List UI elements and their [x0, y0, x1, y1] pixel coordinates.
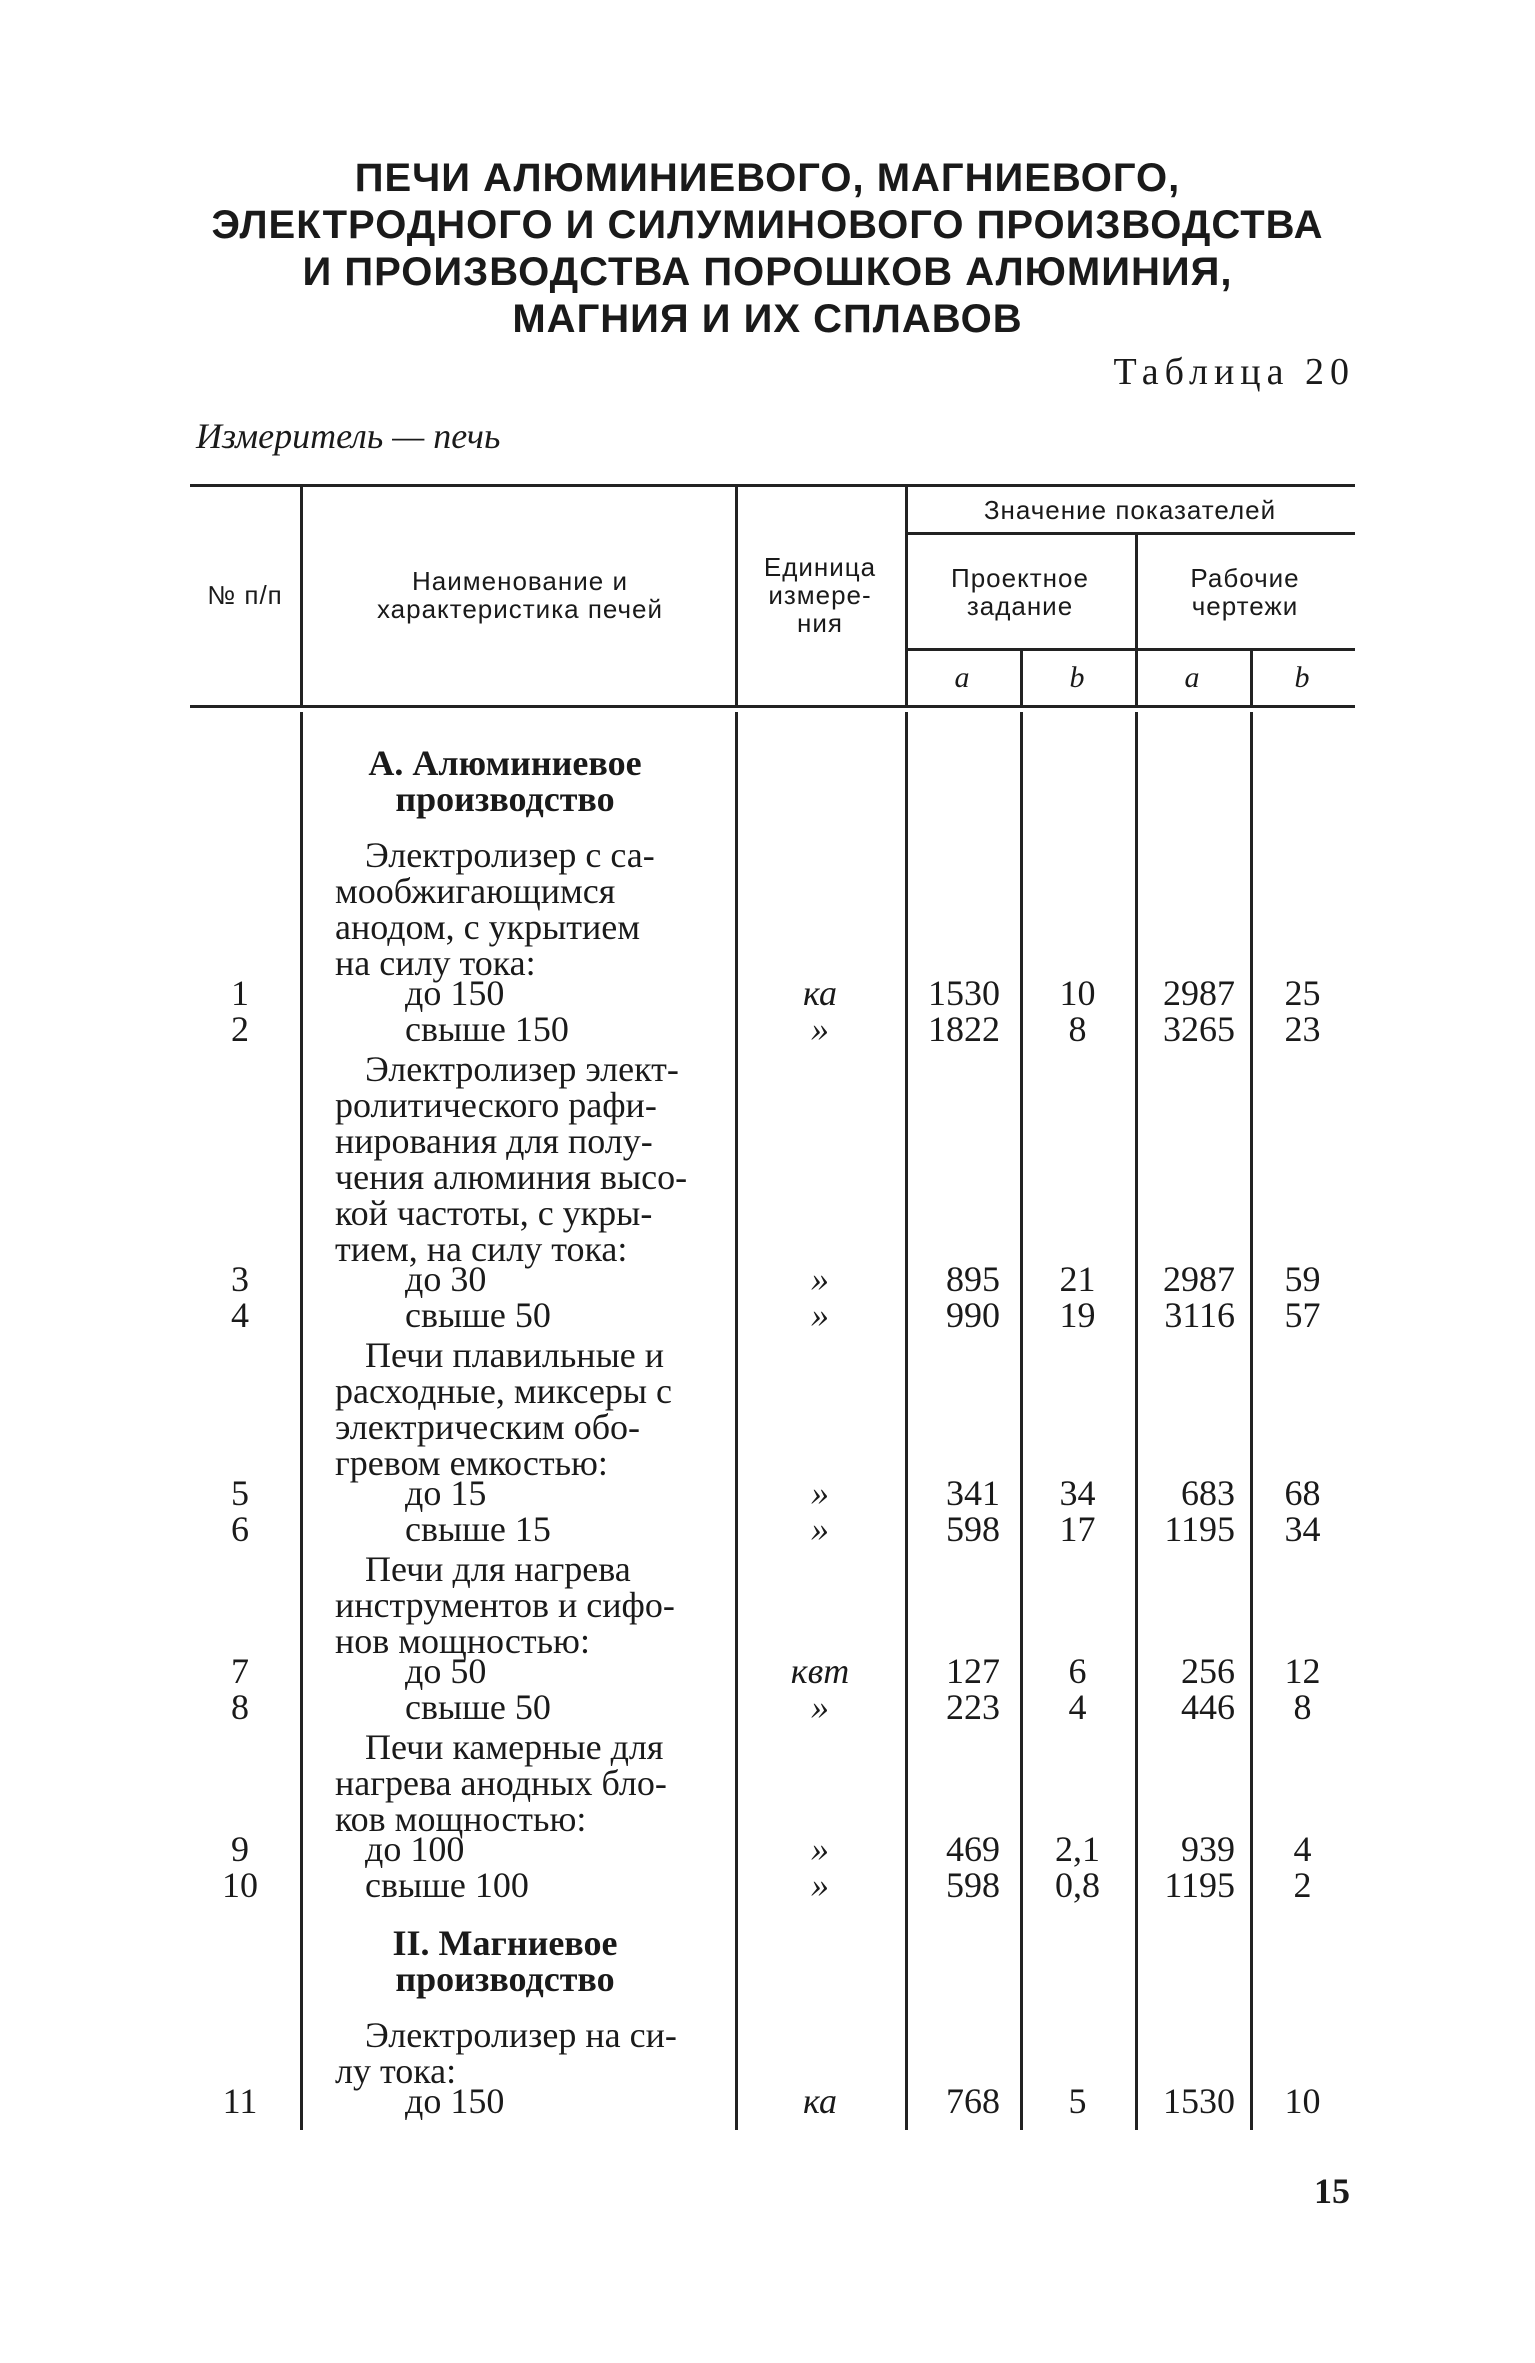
cell-project-b: 6 — [1068, 1651, 1087, 1691]
title-line: ПЕЧИ АЛЮМИНИЕВОГО, МАГНИЕВОГО, — [354, 156, 1181, 200]
description-line: лу тока: — [335, 2051, 457, 2091]
cell-num: 9 — [231, 1829, 249, 1869]
body-col-line — [1020, 712, 1023, 2130]
cell-name: до 150 — [405, 2081, 505, 2121]
header-b-working: b — [1294, 661, 1311, 694]
cell-project-a: 469 — [946, 1829, 1000, 1869]
cell-name: свыше 100 — [365, 1865, 529, 1905]
cell-project-a: 598 — [946, 1865, 1000, 1905]
description-line: Печи камерные для — [365, 1727, 664, 1767]
description-line: Печи плавильные и — [365, 1335, 665, 1375]
cell-project-a: 1530 — [928, 973, 1000, 1013]
cell-working-a: 939 — [1181, 1829, 1235, 1869]
cell-working-a: 256 — [1181, 1651, 1235, 1691]
cell-project-a: 768 — [946, 2081, 1000, 2121]
description-line: электрическим обо- — [335, 1407, 640, 1447]
cell-project-a: 1822 — [928, 1009, 1000, 1049]
header-unit: Единица измере- ния — [763, 551, 877, 638]
cell-unit: » — [811, 1473, 829, 1513]
section-title — [355, 1925, 655, 1997]
description-line: Электролизер на си- — [365, 2015, 677, 2055]
cell-unit: » — [811, 1295, 829, 1335]
cell-name: свыше 50 — [405, 1687, 551, 1727]
header-bottom-rule — [190, 705, 1355, 708]
cell-project-b: 19 — [1059, 1295, 1096, 1335]
cell-name: свыше 50 — [405, 1295, 551, 1335]
cell-working-b: 8 — [1293, 1687, 1312, 1727]
body-col-line — [1250, 712, 1253, 2130]
cell-working-a: 3116 — [1164, 1295, 1235, 1335]
cell-project-b: 17 — [1059, 1509, 1096, 1549]
description-line: расходные, миксеры с — [335, 1371, 673, 1411]
cell-num: 2 — [231, 1009, 249, 1049]
cell-name: до 100 — [365, 1829, 465, 1869]
description-line: Печи для нагрева — [365, 1549, 631, 1589]
section-title-text: II. Магниевое производство — [392, 1923, 618, 1999]
cell-project-a: 341 — [946, 1473, 1000, 1513]
description-line: нов мощностью: — [335, 1621, 590, 1661]
description-line: ролитического рафи- — [335, 1085, 657, 1125]
body-col-line — [300, 712, 303, 2130]
cell-working-a: 2987 — [1163, 1259, 1235, 1299]
cell-project-b: 10 — [1059, 973, 1096, 1013]
section-title — [355, 745, 655, 817]
cell-working-a: 1195 — [1164, 1865, 1235, 1905]
cell-working-a: 2987 — [1163, 973, 1235, 1013]
header-col-line — [735, 484, 738, 705]
cell-num: 5 — [231, 1473, 249, 1513]
description-line: кой частоты, с укры- — [335, 1193, 653, 1233]
cell-num: 7 — [231, 1651, 249, 1691]
header-col-line — [300, 484, 303, 705]
cell-working-b: 23 — [1284, 1009, 1321, 1049]
description-line: ков мощностью: — [335, 1799, 587, 1839]
cell-project-b: 0,8 — [1055, 1865, 1100, 1905]
unit-label: Измеритель — печь — [196, 416, 501, 456]
cell-project-a: 990 — [946, 1295, 1000, 1335]
description-line: на силу тока: — [335, 943, 536, 983]
cell-project-b: 34 — [1059, 1473, 1096, 1513]
description-line: Электролизер с са- — [365, 835, 655, 875]
page-number: 15 — [1314, 2171, 1350, 2211]
description-line: мообжигающимся — [335, 871, 616, 911]
cell-num: 1 — [231, 973, 249, 1013]
header-num: № п/п — [207, 579, 283, 610]
cell-working-b: 59 — [1284, 1259, 1321, 1299]
cell-working-b: 25 — [1284, 973, 1321, 1013]
cell-working-a: 3265 — [1163, 1009, 1235, 1049]
cell-project-a: 895 — [946, 1259, 1000, 1299]
header-project: Проектное задание — [951, 562, 1089, 621]
cell-num: 3 — [231, 1259, 249, 1299]
cell-unit: квт — [790, 1651, 850, 1691]
header-values: Значение показателей — [983, 495, 1277, 525]
title-line: ЭЛЕКТРОДНОГО И СИЛУМИНОВОГО ПРОИЗВОДСТВА — [211, 203, 1324, 247]
cell-name: до 50 — [405, 1651, 487, 1691]
cell-num: 6 — [231, 1509, 249, 1549]
title-line: И ПРОИЗВОДСТВА ПОРОШКОВ АЛЮМИНИЯ, — [302, 250, 1233, 294]
description-line: нирования для полу- — [335, 1121, 653, 1161]
cell-working-a: 1530 — [1163, 2081, 1235, 2121]
cell-unit: » — [811, 1509, 829, 1549]
header-a-project: a — [954, 661, 971, 694]
cell-unit: ка — [803, 2081, 837, 2121]
cell-working-b: 12 — [1284, 1651, 1321, 1691]
cell-name: до 150 — [405, 973, 505, 1013]
cell-name: свыше 15 — [405, 1509, 551, 1549]
cell-unit: » — [811, 1687, 829, 1727]
section-title-text: А. Алюминиевое производство — [368, 743, 642, 819]
cell-num: 4 — [231, 1295, 249, 1335]
table-label: Таблица 20 — [1113, 351, 1355, 393]
cell-num: 10 — [222, 1865, 258, 1905]
cell-unit: ка — [803, 973, 837, 1013]
description-line: инструментов и сифо- — [335, 1585, 675, 1625]
cell-working-a: 683 — [1181, 1473, 1235, 1513]
cell-name: до 15 — [405, 1473, 487, 1513]
cell-unit: » — [811, 1259, 829, 1299]
cell-project-a: 127 — [946, 1651, 1000, 1691]
cell-working-b: 57 — [1284, 1295, 1321, 1335]
cell-working-a: 446 — [1181, 1687, 1235, 1727]
description-line: анодом, с укрытием — [335, 907, 641, 947]
header-a-working: a — [1184, 661, 1201, 694]
cell-unit: » — [811, 1009, 829, 1049]
cell-name: до 30 — [405, 1259, 487, 1299]
cell-num: 8 — [231, 1687, 249, 1727]
cell-project-b: 5 — [1068, 2081, 1087, 2121]
cell-working-b: 34 — [1284, 1509, 1321, 1549]
cell-project-b: 21 — [1059, 1259, 1096, 1299]
cell-project-b: 4 — [1068, 1687, 1087, 1727]
header-working: Рабочие чертежи — [1190, 562, 1300, 621]
description-line: гревом емкостью: — [335, 1443, 608, 1483]
cell-project-b: 8 — [1068, 1009, 1087, 1049]
description-line: чения алюминия высо- — [335, 1157, 688, 1197]
body-col-line — [735, 712, 738, 2130]
header-name: Наименование и характеристика печей — [376, 565, 664, 624]
cell-unit: » — [811, 1829, 829, 1869]
title-line: МАГНИЯ И ИХ СПЛАВОВ — [512, 297, 1023, 341]
page-title — [0, 155, 1535, 343]
description-line: Электролизер элект- — [365, 1049, 679, 1089]
cell-working-b: 4 — [1293, 1829, 1312, 1869]
header-b-project: b — [1069, 661, 1086, 694]
description-line: тием, на силу тока: — [335, 1229, 628, 1269]
body-col-line — [905, 712, 908, 2130]
cell-project-b: 2,1 — [1055, 1829, 1100, 1869]
cell-num: 11 — [222, 2081, 258, 2121]
cell-working-a: 1195 — [1164, 1509, 1235, 1549]
cell-project-a: 598 — [946, 1509, 1000, 1549]
cell-unit: » — [811, 1865, 829, 1905]
cell-project-a: 223 — [946, 1687, 1000, 1727]
cell-working-b: 68 — [1284, 1473, 1321, 1513]
cell-name: свыше 150 — [405, 1009, 569, 1049]
body-col-line — [1135, 712, 1138, 2130]
cell-working-b: 2 — [1293, 1865, 1312, 1905]
cell-working-b: 10 — [1284, 2081, 1321, 2121]
description-line: нагрева анодных бло- — [335, 1763, 667, 1803]
